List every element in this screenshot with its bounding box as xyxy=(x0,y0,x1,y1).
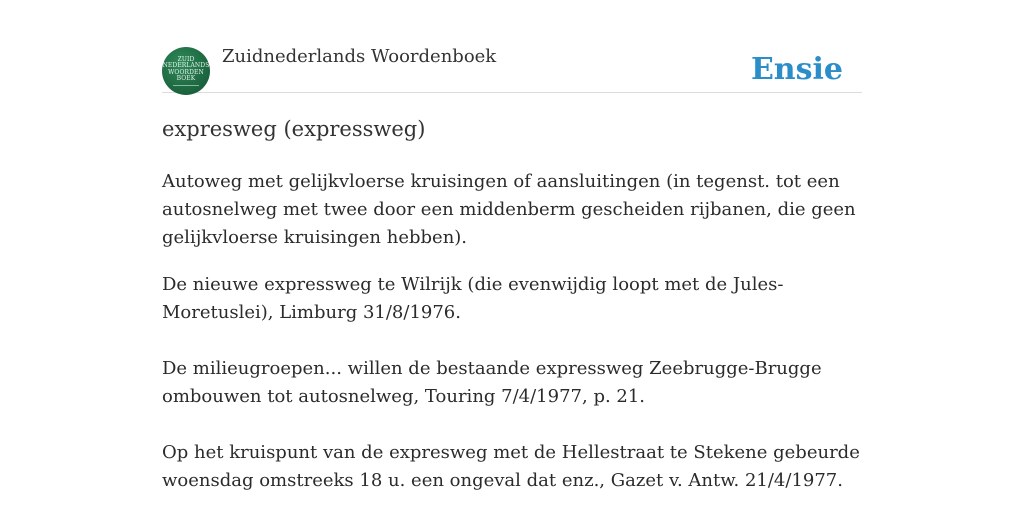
logo-line: BOEK xyxy=(176,75,196,82)
site-title-link[interactable]: Zuidnederlands Woordenboek xyxy=(222,46,497,67)
logo-line: ZUID xyxy=(177,55,195,63)
logo-line: WOORDEN xyxy=(168,68,204,76)
ensie-brand-link[interactable]: Ensie xyxy=(750,52,843,87)
entry-definition: Autoweg met gelijkvloerse kruisingen of aansluitingen (in tegenst. tot een autosnelweg met twee door een middenberm gescheiden rijbanen, die geen gelijkvloerse kruisingen hebben). xyxy=(162,171,856,248)
dictionary-logo[interactable] xyxy=(162,47,210,95)
entry-quote: Op het kruispunt van de expresweg met de Hellestraat te Stekene gebeurde woensdag omstreeks 18 u. een ongeval dat enz., Gazet v. Antw. 21/4/1977. xyxy=(162,442,860,491)
entry-headword: expresweg (expressweg) xyxy=(162,117,426,141)
logo-rule xyxy=(173,85,199,86)
logo-line: NEDERLANDS xyxy=(162,62,210,69)
header xyxy=(162,44,862,93)
entry-quote: De milieugroepen... willen de bestaande expressweg Zeebrugge-Brugge ombouwen tot autosnelweg, Touring 7/4/1977, p. 21. xyxy=(162,358,822,407)
entry-quote: De nieuwe expressweg te Wilrijk (die evenwijdig loopt met de Jules-Moretuslei), Limburg 31/8/1976. xyxy=(162,274,784,323)
entry-content xyxy=(162,168,862,512)
